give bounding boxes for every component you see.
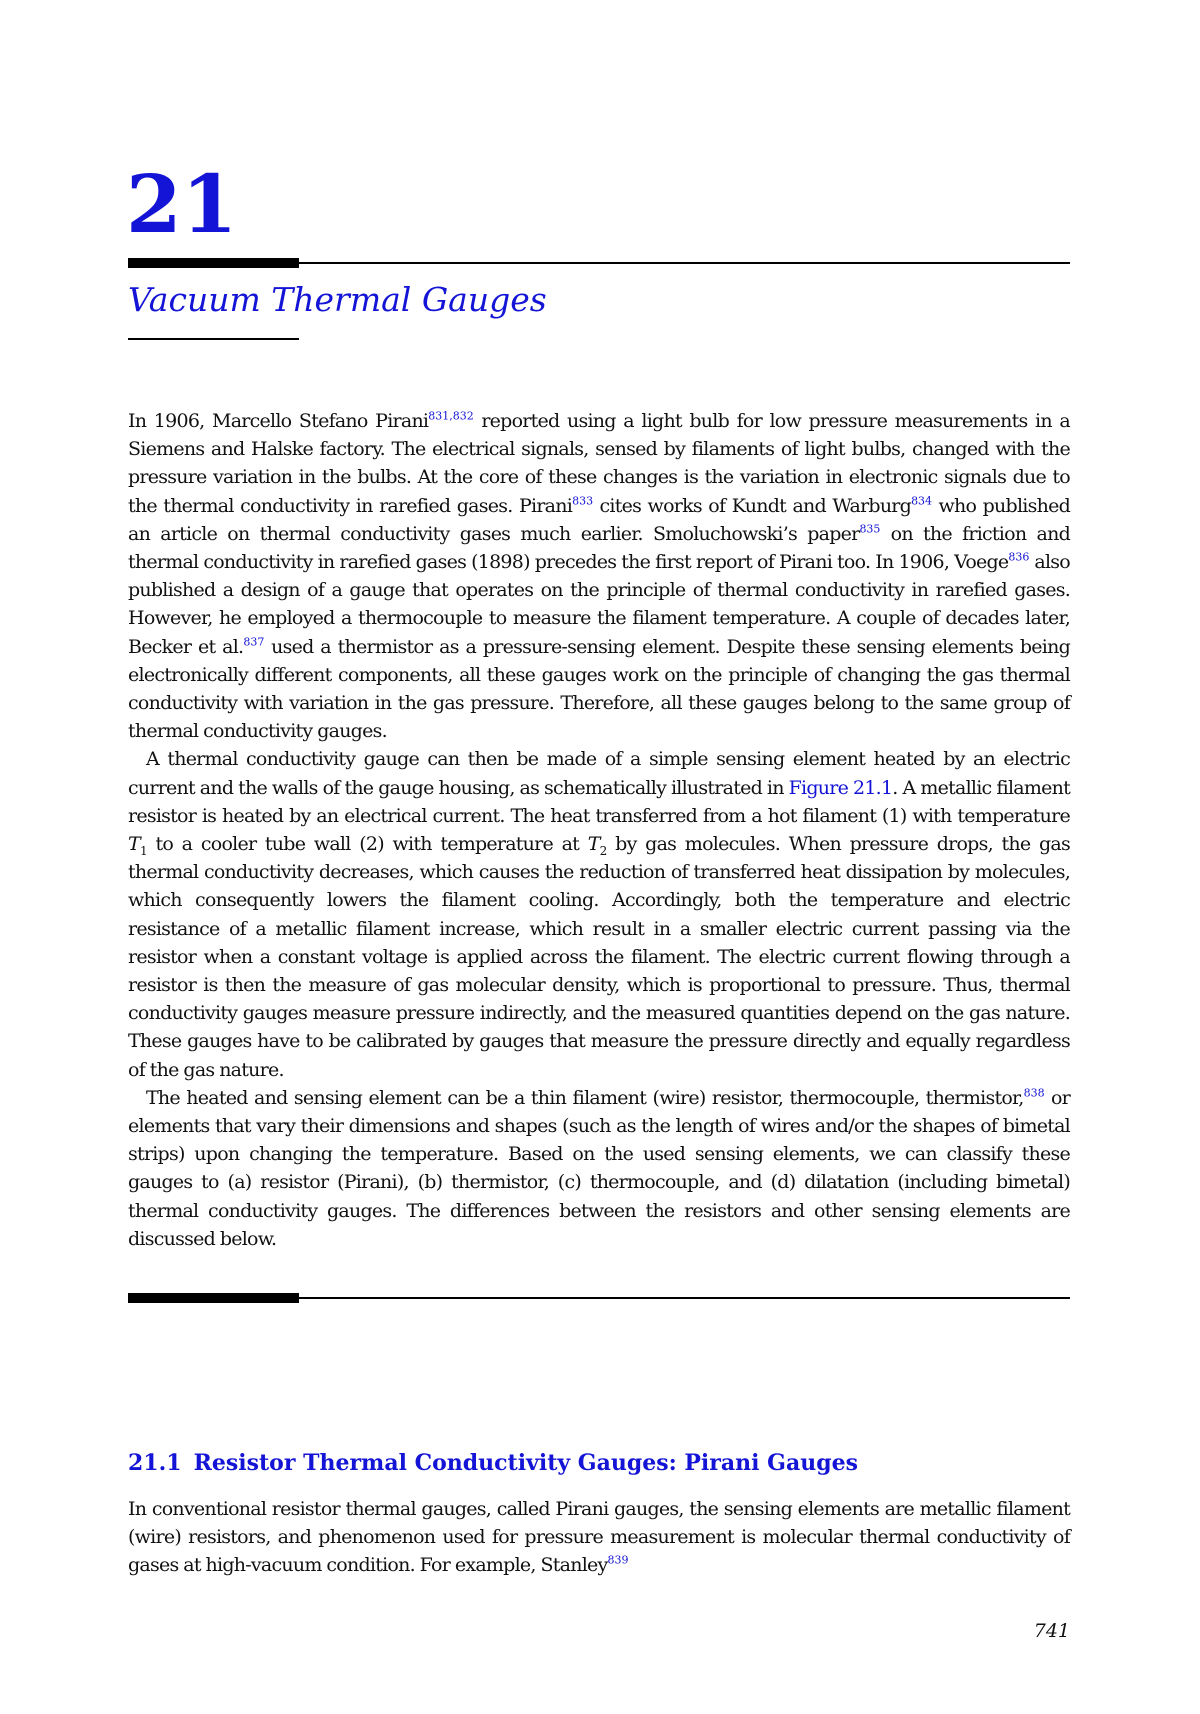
section-text (128, 1495, 1070, 1580)
chapter-title-underline (128, 338, 299, 340)
variable-t1: T (128, 833, 140, 856)
section-rule-thin (128, 1297, 1070, 1299)
chapter-number: 21 (126, 157, 238, 251)
citation-837[interactable]: 837 (243, 635, 265, 649)
variable-t2: T (587, 833, 600, 856)
section-heading (128, 1448, 858, 1478)
citation-831-832[interactable]: 831,832 (428, 409, 474, 423)
figure-21-1-link[interactable]: Figure 21.1 (788, 776, 893, 799)
citation-836[interactable]: 836 (1008, 550, 1030, 564)
subscript-2: 2 (599, 843, 607, 858)
chapter-title: Vacuum Thermal Gauges (128, 280, 547, 319)
citation-834[interactable]: 834 (911, 494, 933, 508)
section-title: Resistor Thermal Conductivity Gauges: Pirani Gauges (193, 1450, 858, 1476)
chapter-rule-thin (128, 262, 1070, 264)
citation-835[interactable]: 835 (859, 522, 881, 536)
section-number: 21.1 (128, 1450, 182, 1476)
paragraph-1: In 1906, Marcello Stefano Pirani$^{831,832}$ reported using a light bulb for low pressure measurements in a Siemens and Halske factory. The electrical signals, sensed by filaments of light bulbs, changed with the pressure variation in the bulbs. At the core of these changes is the variation in electronic signals due to the thermal conductivity in rarefied gases. Pirani$^{833}$ cites works of Kundt and Warburg$^{834}$ who published an article on thermal conductivity gases much earlier. Smoluchowski’s paper$^{835}$ on the friction and thermal conductivity in rarefied gases (1898) precedes the first report of Pirani too. In 1906, Voege$^{836}$ also published a design of a gauge that operates on the principle of thermal conductivity in rarefied gases. However, he employed a thermocouple to measure the filament temperature. A couple of decades later, Becker et al.$^{837}$ used a thermistor as a pressure-sensing element. Despite these sensing elements being electronically different components, all these gauges work on the principle of changing the gas thermal conductivity with variation in the gas pressure. Therefore, all these gauges belong to the same group of thermal conductivity gauges. (128, 409, 1071, 743)
citation-838[interactable]: 838 (1023, 1086, 1045, 1100)
subscript-1: 1 (139, 843, 147, 858)
paragraph-2: A thermal conductivity gauge can then be made of a simple sensing element heated by an electric current and the walls of the gauge housing, as schematically illustrated in Figure 21.1. A metallic filament resistor is heated by an electrical current. The heat transferred from a hot filament (1) with temperature $T_1$ to a cooler tube wall (2) with temperature at $T_2$ by gas molecules. When pressure drops, the gas thermal conductivity decreases, which causes the reduction of transferred heat dissipation by molecules, which consequently lowers the filament cooling. Accordingly, both the temperature and electric resistance of a metallic filament increase, which result in a smaller electric current passing via the resistor when a constant voltage is applied across the filament. The electric current flowing through a resistor is then the measure of gas molecular density, which is proportional to pressure. Thus, thermal conductivity gauges measure pressure indirectly, and the measured quantities depend on the gas nature. These gauges have to be calibrated by gauges that measure the pressure directly and equally regardless of the gas nature. (128, 748, 1070, 1081)
citation-833[interactable]: 833 (572, 494, 594, 508)
paragraph-4: In conventional resistor thermal gauges, called Pirani gauges, the sensing elements are metallic filament (wire) resistors, and phenomenon used for pressure measurement is molecular thermal conductivity of gases at high-vacuum condition. For example, Stanley$^{839}$ (128, 1498, 1070, 1577)
page-number: 741 (1033, 1620, 1070, 1642)
citation-839[interactable]: 839 (607, 1554, 629, 1568)
intro-text (128, 407, 1070, 1253)
paragraph-3: The heated and sensing element can be a thin filament (wire) resistor, thermocouple, thermistor,$^{838}$ or elements that vary their dimensions and shapes (such as the length of wires and/or the shapes of bimetal strips) upon changing the temperature. Based on the used sensing elements, we can classify these gauges to (a) resistor (Pirani), (b) thermistor, (c) thermocouple, and (d) dilatation (including bimetal) thermal conductivity gauges. The differences between the resistors and other sensing elements are discussed below. (128, 1086, 1071, 1250)
